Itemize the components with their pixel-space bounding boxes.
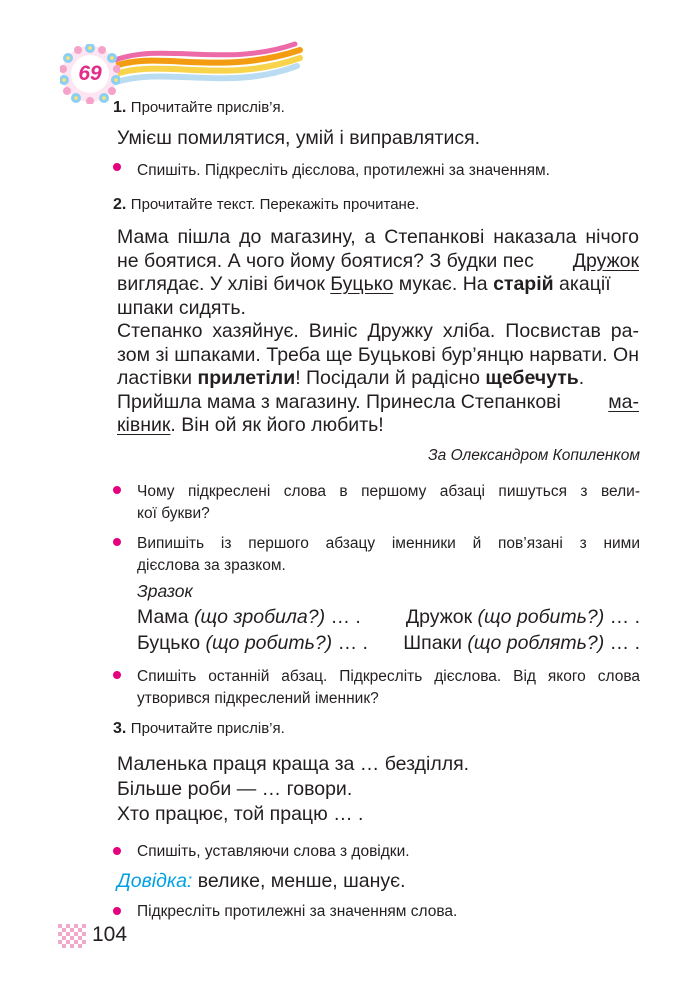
hint-line: [117, 870, 406, 893]
sample-cell: Буцько (що робить?) … .: [137, 632, 368, 654]
sample-title: Зразок: [137, 581, 193, 601]
bullet-icon: [113, 671, 121, 679]
question1-line2: кої букви?: [137, 505, 210, 522]
story-p1-line4: шпаки сидять.: [117, 296, 246, 319]
bullet-icon: [113, 538, 121, 546]
task3-instruction: Прочитайте прислів’я.: [130, 720, 285, 737]
embroidery-pattern-icon: [58, 924, 88, 950]
task3-number: 3.: [113, 720, 127, 737]
underlined-word-makivnyk-part1: ма-: [608, 390, 639, 413]
page-number: 104: [92, 923, 128, 946]
story-author: За Олександром Копиленком: [428, 447, 640, 464]
question2-line2: дієслова за зразком.: [137, 557, 286, 574]
rainbow-ribbon-decoration: [105, 38, 305, 93]
story-text-span: не боятися. А чого йому боятися? З будки пес: [117, 249, 534, 272]
lesson-number: 69: [78, 62, 102, 85]
story-p1-line1: Мама пішла до магазину, а Степанкові наказала нічого: [117, 226, 639, 248]
underlined-word-druzhok: Дружок: [572, 249, 639, 272]
sample-cell: Шпаки (що роблять?) … .: [403, 632, 640, 654]
task1-heading: [113, 99, 285, 117]
bold-word-stariy: старій: [493, 273, 554, 295]
task3-bullet2: Підкресліть протилежні за значенням слова.: [137, 903, 458, 920]
story-text-span: виглядає. У хліві бичок Буцько мукає. На старій акації: [117, 273, 611, 295]
question3-line2: утворився підкреслений іменник?: [137, 690, 379, 707]
story-p3-line1: [117, 391, 639, 415]
hint-words: велике, менше, шанує.: [192, 870, 406, 892]
hint-label: Довідка:: [117, 870, 193, 892]
story-text-span: Прийшла мама з магазину. Принесла Степанкові: [117, 390, 561, 413]
sample-table: [137, 604, 640, 656]
sample-cell: Мама (що зробила?) … .: [137, 606, 361, 628]
task2-instruction: Прочитайте текст. Перекажіть прочитане.: [130, 196, 420, 213]
story-p2-line3: ластівки прилетіли! Посідали й радісно щебечуть.: [117, 367, 585, 389]
task1-proverb: Умієш помилятися, умій і виправлятися.: [117, 127, 481, 149]
proverb-line: Більше роби — … говори.: [117, 778, 353, 800]
underlined-word-makivnyk-part2: ківник: [117, 414, 171, 436]
story-p2-line2: зом зі шпаками. Треба ще Буцькові бур’янцю нарвати. Он: [117, 343, 639, 366]
task3-heading: [113, 720, 285, 738]
sample-row: [137, 604, 640, 630]
task2-number: 2.: [113, 196, 127, 213]
bold-word-pryletily: прилетіли: [197, 367, 296, 389]
bold-word-shchebechut: щебечуть: [485, 367, 579, 389]
story-p2-line1: Степанко хазяйнує. Виніс Дружку хліба. Посвистав ра-: [117, 320, 639, 342]
task2-question1: [137, 481, 640, 525]
story-p3-line2: ківник. Він ой як його любить!: [117, 414, 384, 436]
question1-line1: Чому підкреслені слова в першому абзаці пишуться з вели-: [137, 483, 640, 500]
underlined-word-butsko: Буцько: [330, 273, 394, 295]
task2-question2: [137, 533, 640, 577]
task1-bullet: Спишіть. Підкресліть дієслова, протилежні за значенням.: [137, 162, 550, 179]
bullet-icon: [113, 907, 121, 915]
sample-cell: Дружок (що робить?) … .: [405, 606, 640, 628]
story-p1-line2: [117, 250, 639, 274]
proverb-line: Маленька праця краща за … безділля.: [117, 753, 470, 775]
task2-question3: [137, 666, 640, 710]
story-text: [117, 226, 639, 438]
bullet-icon: [113, 847, 121, 855]
sample-row: [137, 630, 640, 656]
proverb-line: Хто працює, той працю … .: [117, 803, 364, 825]
question2-line1: Випишіть із першого абзацу іменники й пов’язані з ними: [137, 535, 640, 552]
task2-heading: [113, 196, 419, 214]
task3-proverbs: [117, 752, 469, 827]
question3-line1: Спишіть останній абзац. Підкресліть дієслова. Від якого слова: [137, 668, 640, 685]
bullet-icon: [113, 486, 121, 494]
task1-number: 1.: [113, 99, 127, 116]
task3-bullet1: Спишіть, уставляючи слова з довідки.: [137, 843, 410, 860]
task1-instruction: Прочитайте прислів’я.: [130, 99, 285, 116]
bullet-icon: [113, 163, 121, 171]
story-p1-line3: [117, 273, 639, 297]
